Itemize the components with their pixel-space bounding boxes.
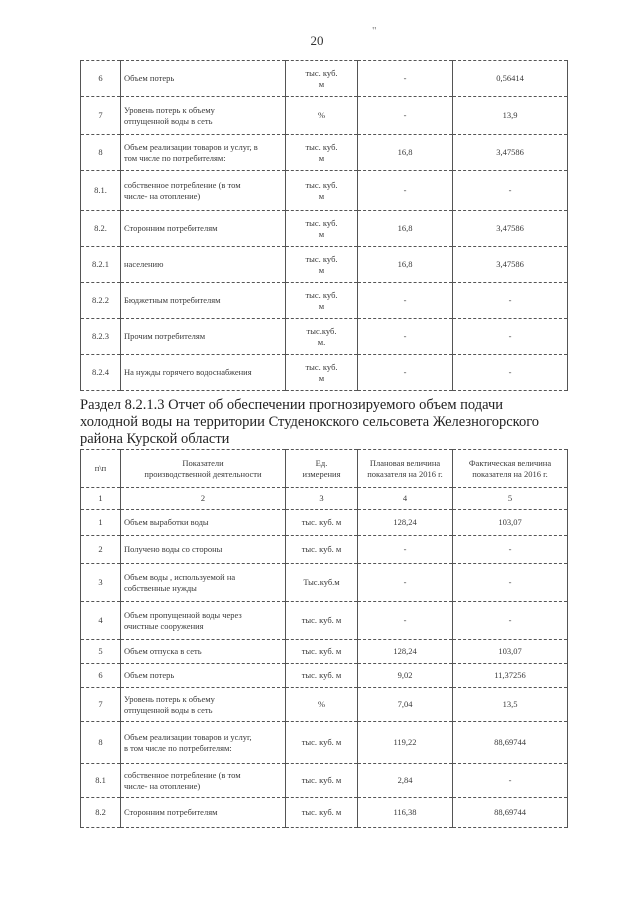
row-number: 8.1 (81, 764, 121, 798)
row-unit: тыс. куб. м (286, 536, 358, 564)
row-fact-value: - (453, 319, 568, 355)
row-indicator-name: Прочим потребителям (121, 319, 286, 355)
row-fact-value: 3,47586 (453, 135, 568, 171)
row-fact-value: 88,69744 (453, 722, 568, 764)
row-indicator-name: Объем отпуска в сеть (121, 640, 286, 664)
row-unit: тыс. куб. м (286, 798, 358, 828)
row-unit: тыс. куб. м (286, 211, 358, 247)
row-plan-value: - (358, 564, 453, 602)
row-number: 8.2.2 (81, 283, 121, 319)
table-header-row (81, 450, 568, 488)
row-fact-value: 13,5 (453, 688, 568, 722)
table-row (81, 211, 568, 247)
row-fact-value: - (453, 171, 568, 211)
table-row (81, 319, 568, 355)
row-fact-value: 13,9 (453, 97, 568, 135)
row-unit: тыс. куб. м (286, 640, 358, 664)
row-unit: тыс. куб. м (286, 764, 358, 798)
row-fact-value: 103,07 (453, 510, 568, 536)
row-plan-value: 16,8 (358, 135, 453, 171)
row-fact-value: - (453, 536, 568, 564)
header-unit: Ед. измерения (286, 450, 358, 488)
row-unit: тыс. куб. м (286, 61, 358, 97)
row-fact-value: 88,69744 (453, 798, 568, 828)
row-number: 8.2 (81, 798, 121, 828)
row-plan-value: - (358, 97, 453, 135)
row-plan-value: - (358, 319, 453, 355)
row-indicator-name: На нужды горячего водоснабжения (121, 355, 286, 391)
header-plan: Плановая величина показателя на 2016 г. (358, 450, 453, 488)
row-number: 2 (81, 536, 121, 564)
row-number: 8 (81, 722, 121, 764)
row-fact-value: 11,37256 (453, 664, 568, 688)
row-number: 4 (81, 602, 121, 640)
row-unit: % (286, 97, 358, 135)
row-indicator-name: Уровень потерь к объему отпущенной воды в сеть (121, 688, 286, 722)
table-row (81, 764, 568, 798)
section-title (80, 397, 568, 448)
row-unit: тыс. куб. м (286, 283, 358, 319)
row-fact-value: 103,07 (453, 640, 568, 664)
table-continuation (80, 60, 568, 391)
row-indicator-name: Уровень потерь к объему отпущенной воды в сеть (121, 97, 286, 135)
row-number: 7 (81, 688, 121, 722)
row-plan-value: - (358, 355, 453, 391)
table-row (81, 664, 568, 688)
row-plan-value: - (358, 536, 453, 564)
table-row (81, 135, 568, 171)
row-number: 8.2. (81, 211, 121, 247)
row-number: 8.1. (81, 171, 121, 211)
table-row (81, 602, 568, 640)
row-indicator-name: собственное потребление (в том числе- на отопление) (121, 764, 286, 798)
table-row (81, 536, 568, 564)
table-index-row (81, 488, 568, 510)
section-title-line-3: района Курской области (80, 431, 230, 447)
stray-mark: " (372, 25, 377, 37)
row-plan-value: - (358, 61, 453, 97)
row-plan-value: 2,84 (358, 764, 453, 798)
table-row (81, 564, 568, 602)
row-indicator-name: населению (121, 247, 286, 283)
row-indicator-name: Объем потерь (121, 664, 286, 688)
row-plan-value: 119,22 (358, 722, 453, 764)
section-title-line-1: Раздел 8.2.1.3 Отчет об обеспечении прогнозируемого объем подачи (80, 397, 504, 413)
table-row (81, 171, 568, 211)
index-fact: 5 (453, 488, 568, 510)
row-fact-value: - (453, 602, 568, 640)
row-fact-value: 3,47586 (453, 211, 568, 247)
section-title-line-2: холодной воды на территории Студенокского сельсовета Железногорского (80, 414, 540, 430)
row-unit: тыс. куб. м (286, 355, 358, 391)
row-unit: тыс.куб. м. (286, 319, 358, 355)
index-unit: 3 (286, 488, 358, 510)
page-number: 20 (310, 33, 324, 48)
table-row (81, 798, 568, 828)
table-row (81, 640, 568, 664)
row-unit: % (286, 688, 358, 722)
row-number: 6 (81, 664, 121, 688)
table-row (81, 355, 568, 391)
table-row (81, 61, 568, 97)
row-fact-value: 3,47586 (453, 247, 568, 283)
row-plan-value: 128,24 (358, 510, 453, 536)
row-plan-value: 128,24 (358, 640, 453, 664)
row-indicator-name: Бюджетным потребителям (121, 283, 286, 319)
row-unit: тыс. куб. м (286, 171, 358, 211)
header-name: Показатели производственной деятельности (121, 450, 286, 488)
row-plan-value: 9,02 (358, 664, 453, 688)
table-row (81, 722, 568, 764)
row-indicator-name: Объем воды , используемой на собственные нужды (121, 564, 286, 602)
row-number: 1 (81, 510, 121, 536)
row-fact-value: - (453, 764, 568, 798)
table-cold-water-report (80, 449, 568, 828)
row-unit: тыс. куб. м (286, 602, 358, 640)
row-plan-value: - (358, 171, 453, 211)
table-row (81, 97, 568, 135)
row-plan-value: 116,38 (358, 798, 453, 828)
row-indicator-name: Объем потерь (121, 61, 286, 97)
row-number: 6 (81, 61, 121, 97)
row-plan-value: 7,04 (358, 688, 453, 722)
row-indicator-name: Сторонним потребителям (121, 798, 286, 828)
row-indicator-name: Получено воды со стороны (121, 536, 286, 564)
row-plan-value: 16,8 (358, 247, 453, 283)
row-number: 8.2.3 (81, 319, 121, 355)
table-row (81, 688, 568, 722)
row-indicator-name: Объем выработки воды (121, 510, 286, 536)
row-number: 7 (81, 97, 121, 135)
row-indicator-name: Объем пропущенной воды через очистные сооружения (121, 602, 286, 640)
table-row (81, 510, 568, 536)
row-indicator-name: Объем реализации товаров и услуг, в том числе по потребителям: (121, 722, 286, 764)
row-indicator-name: Объем реализации товаров и услуг, в том числе по потребителям: (121, 135, 286, 171)
row-unit: тыс. куб. м (286, 722, 358, 764)
table-row (81, 283, 568, 319)
index-plan: 4 (358, 488, 453, 510)
row-plan-value: 16,8 (358, 211, 453, 247)
row-fact-value: - (453, 283, 568, 319)
index-name: 2 (121, 488, 286, 510)
row-number: 5 (81, 640, 121, 664)
row-plan-value: - (358, 283, 453, 319)
row-unit: тыс. куб. м (286, 135, 358, 171)
row-fact-value: 0,56414 (453, 61, 568, 97)
row-unit: тыс. куб. м (286, 664, 358, 688)
row-fact-value: - (453, 564, 568, 602)
row-indicator-name: собственное потребление (в том числе- на отопление) (121, 171, 286, 211)
table-row (81, 247, 568, 283)
row-number: 3 (81, 564, 121, 602)
row-fact-value: - (453, 355, 568, 391)
row-number: 8.2.4 (81, 355, 121, 391)
row-unit: Тыс.куб.м (286, 564, 358, 602)
row-unit: тыс. куб. м (286, 510, 358, 536)
row-unit: тыс. куб. м (286, 247, 358, 283)
header-fact: Фактическая величина показателя на 2016 г. (453, 450, 568, 488)
index-num: 1 (81, 488, 121, 510)
row-indicator-name: Сторонним потребителям (121, 211, 286, 247)
row-number: 8 (81, 135, 121, 171)
row-plan-value: - (358, 602, 453, 640)
header-num: п\п (81, 450, 121, 488)
row-number: 8.2.1 (81, 247, 121, 283)
